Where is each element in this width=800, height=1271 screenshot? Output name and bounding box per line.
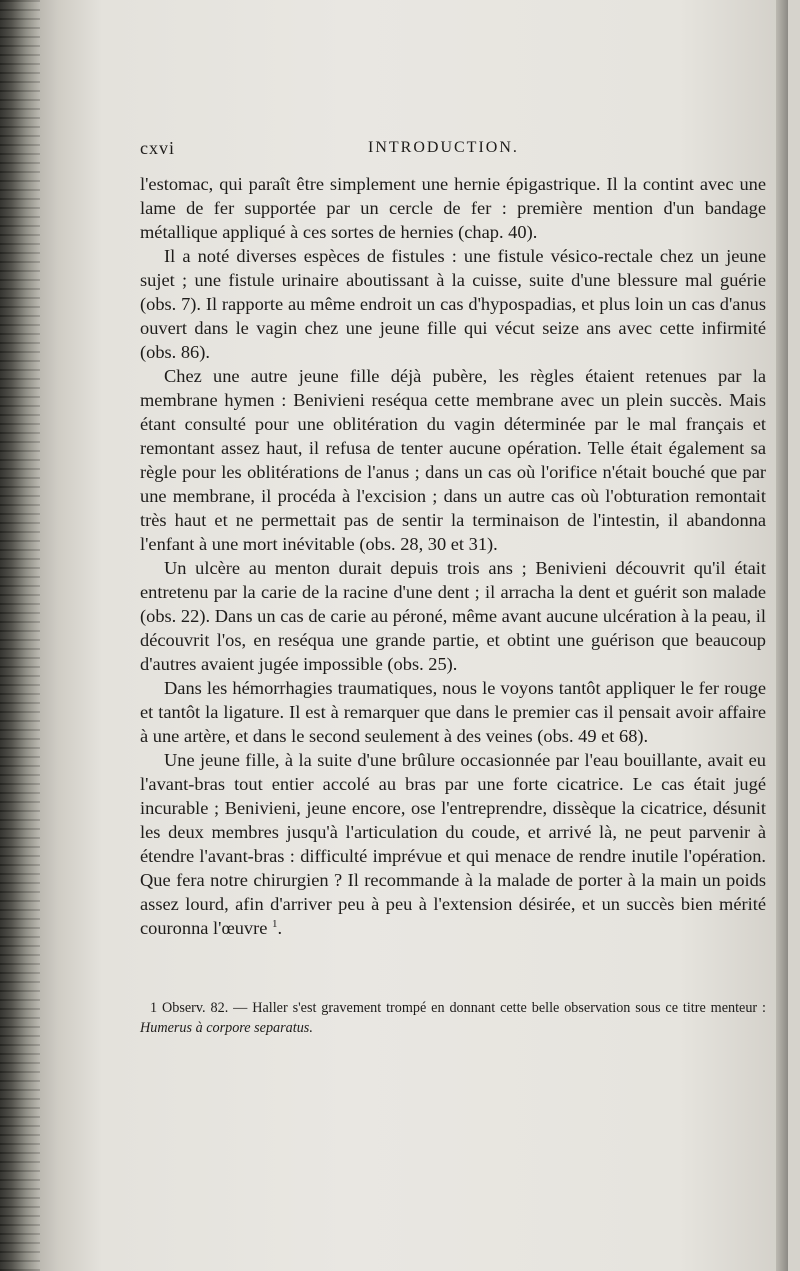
footnote-reference: 1 bbox=[272, 917, 278, 930]
paragraph-with-note: Une jeune fille, à la suite d'une brûlure occasionnée par l'eau bouillante, avait eu l'avant-bras tout entier accolé au bras par une forte cicatrice. Le cas était jugé incurable ; Benivieni, jeune encore, ose l'entreprendre, dissèque la cicatrice, désunit les deux membres jusqu'à l'articulation du coude, et arrivé là, ne peut parvenir à étendre l'avant-bras : difficulté imprévue et qui menace de rendre inutile l'opération. Que fera notre chirurgien ? Il recommande à la malade de porter à la main un poids assez lourd, afin d'arriver peu à peu à l'extension désirée, et un succès bien mérité couronna l'œuvre $^1$. bbox=[140, 750, 766, 938]
book-binding bbox=[0, 0, 58, 1271]
page-number: cxvi bbox=[140, 138, 175, 158]
body-text bbox=[140, 172, 766, 940]
paragraph: l'estomac, qui paraît être simplement une hernie épigastrique. Il la contint avec une lame de fer supportée par un cercle de fer : première mention d'un bandage métallique appliqué à ces sortes de hernies (chap. 40). bbox=[140, 174, 766, 242]
running-head: INTRODUCTION. bbox=[368, 139, 519, 156]
page-edge bbox=[776, 0, 788, 1271]
footnote-marker: 1 bbox=[150, 1000, 158, 1016]
paragraph-text: Une jeune fille, à la suite d'une brûlure occasionnée par l'eau bouillante, avait eu l'avant-bras tout entier accolé au bras par une forte cicatrice. Le cas était jugé incurable ; Benivieni, jeune encore, ose l'entreprendre, dissèque la cicatrice, désunit les deux membres jusqu'à l'articulation du coude, et arrivé là, ne peut parvenir à étendre l'avant-bras : difficulté imprévue et qui menace de rendre inutile l'opération. Que fera notre chirurgien ? Il recommande à la malade de porter à la main un poids assez lourd, afin d'arriver peu à peu à l'extension désirée, et un succès bien mérité couronna l'œuvre bbox=[140, 750, 766, 938]
paragraph: Il a noté diverses espèces de fistules : une fistule vésico-rectale chez un jeune sujet ; une fistule urinaire aboutissant à la cuisse, suite d'une blessure mal guérie (obs. 7). Il rapporte au même endroit un cas d'hypospadias, et plus loin un cas d'anus ouvert dans le vagin chez une jeune fille qui vécut seize ans avec cette infirmité (obs. 86). bbox=[140, 246, 766, 362]
page-header bbox=[140, 138, 760, 162]
binding-texture bbox=[0, 0, 40, 1271]
paragraph: Un ulcère au menton durait depuis trois ans ; Benivieni découvrit qu'il était entretenu par la carie de la racine d'une dent ; il arracha la dent et guérit son malade (obs. 22). Dans un cas de carie au péroné, même avant aucune ulcération à la peau, il découvrit l'os, en reséqua une grande partie, et obtint une guérison que beaucoup d'autres avaient jugée impossible (obs. 25). bbox=[140, 558, 766, 674]
paragraph: Chez une autre jeune fille déjà pubère, les règles étaient retenues par la membrane hymen : Benivieni reséqua cette membrane avec un plein succès. Mais étant consulté pour une oblitération du vagin déterminée par le mal français et remontant assez haut, il refusa de tenter aucune opération. Telle était également sa règle pour les oblitérations de l'anus ; dans un cas où l'orifice n'était bouché que par une membrane, il procéda à l'excision ; dans un autre cas où l'obturation remontait très haut et ne permettait pas de sentir la terminaison de l'intestin, il abandonna l'enfant à une mort inévitable (obs. 28, 30 et 31). bbox=[140, 366, 766, 554]
footnote-title: Humerus à corpore separatus. bbox=[140, 1020, 313, 1036]
footnote-text: Observ. 82. — Haller s'est gravement trompé en donnant cette belle observation sous ce titre menteur : bbox=[162, 1000, 766, 1016]
footnote bbox=[140, 998, 766, 1038]
paragraph: Dans les hémorrhagies traumatiques, nous le voyons tantôt appliquer le fer rouge et tantôt la ligature. Il est à remarquer que dans le premier cas il pensait avoir affaire à une artère, et dans le second seulement à des veines (obs. 49 et 68). bbox=[140, 678, 766, 746]
